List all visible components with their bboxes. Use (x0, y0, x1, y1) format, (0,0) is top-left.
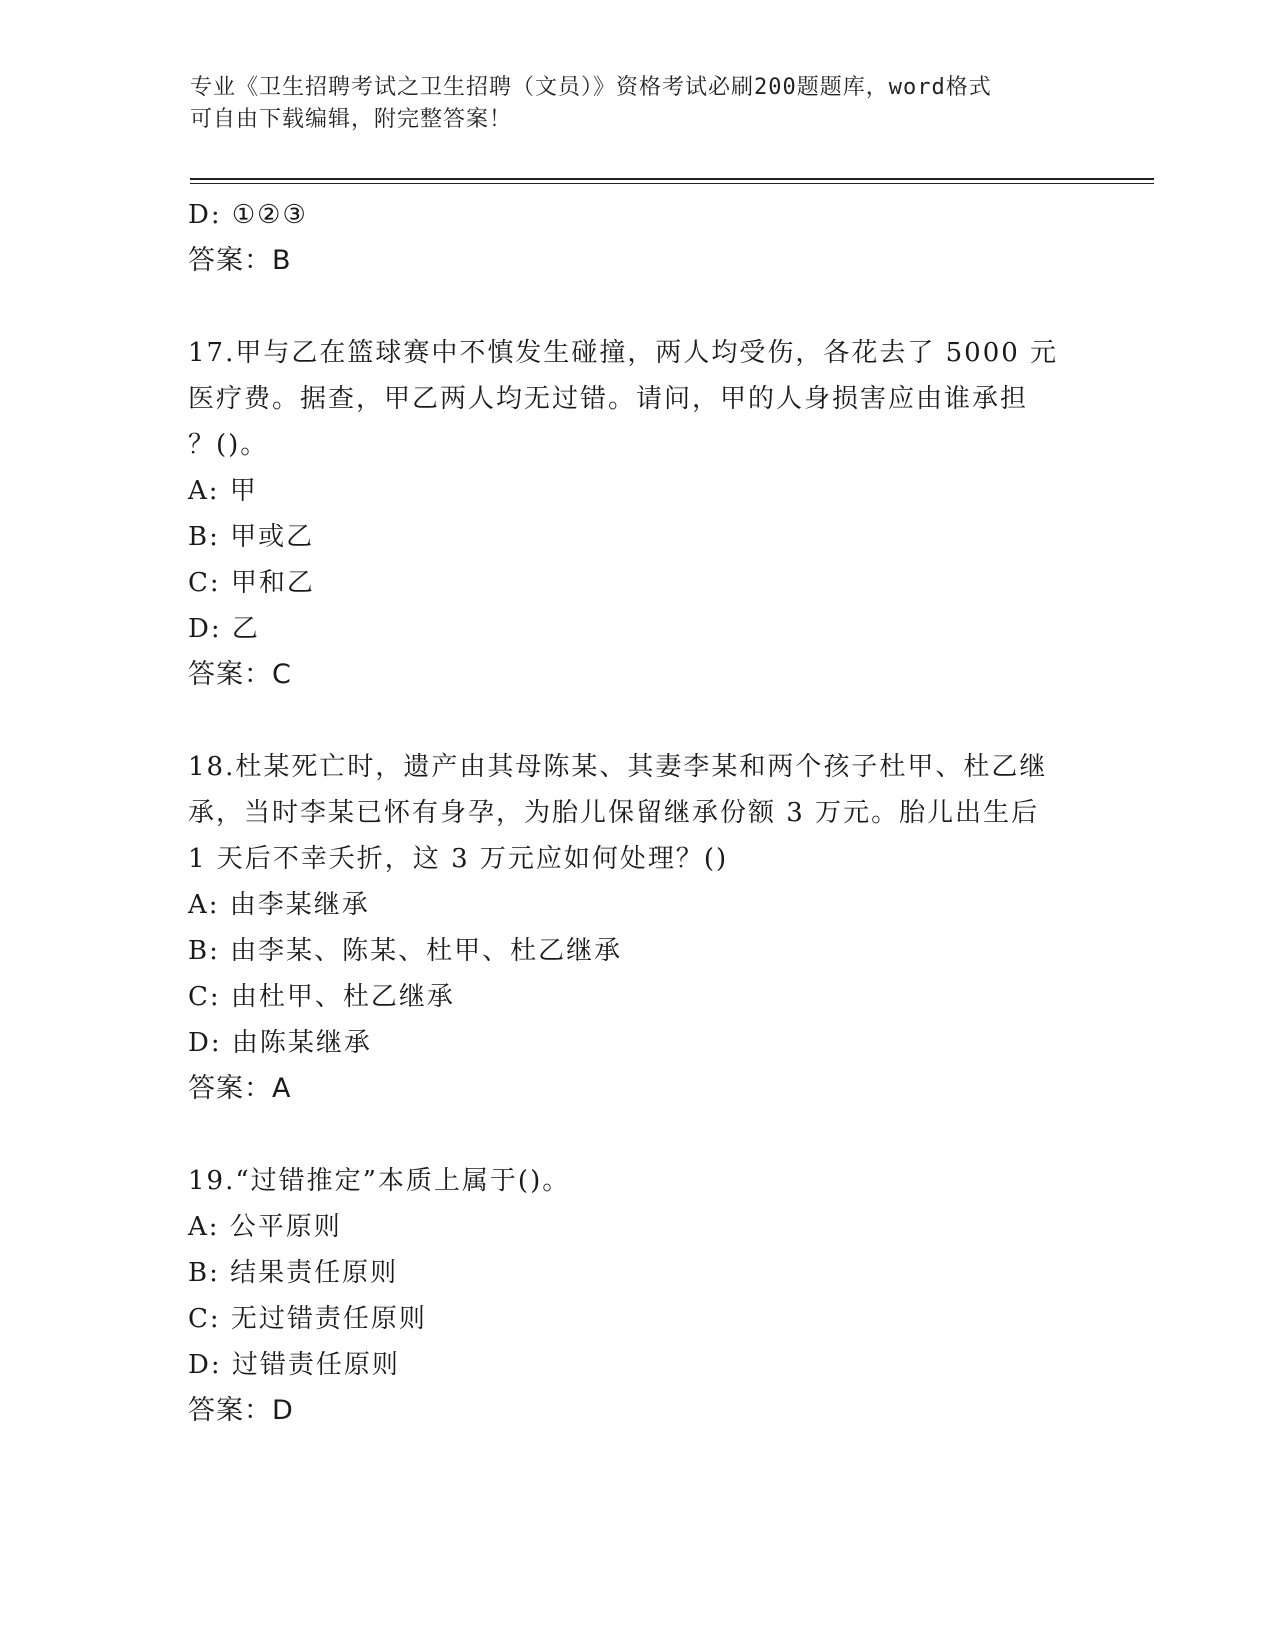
question-18-option-d: D: 由陈某继承 (188, 1028, 372, 1058)
question-19-option-b: B: 结果责任原则 (188, 1258, 399, 1288)
header-divider-thick (190, 178, 1154, 180)
question-17-option-d: D: 乙 (188, 614, 260, 644)
question-17-answer: 答案：C (188, 659, 292, 690)
question-18-stem-line-2: 承，当时李某已怀有身孕，为胎儿保留继承份额 3 万元。胎儿出生后 (188, 798, 1040, 828)
question-19-option-c: C: 无过错责任原则 (188, 1304, 427, 1334)
prev-answer: 答案：B (188, 245, 292, 276)
question-19-option-d: D: 过错责任原则 (188, 1350, 400, 1380)
prev-option-d: D: ①②③ (188, 200, 308, 230)
question-18-option-a: A: 由李某继承 (188, 890, 370, 920)
question-spacer (188, 284, 1088, 330)
question-17-option-c: C: 甲和乙 (188, 568, 315, 598)
question-18-answer: 答案：A (188, 1073, 292, 1104)
question-17-stem-line-2: 医疗费。据查，甲乙两人均无过错。请问，甲的人身损害应由谁承担 (188, 384, 1029, 414)
header-line-1: 专业《卫生招聘考试之卫生招聘（文员）》资格考试必刷200题题库，word格式 (190, 75, 992, 100)
header-divider-thin (190, 183, 1154, 184)
question-19-stem-line-1: 19.“过错推定”本质上属于()。 (188, 1166, 571, 1196)
question-18-stem-line-1: 18.杜某死亡时，遗产由其母陈某、其妻李某和两个孩子杜甲、杜乙继 (188, 752, 1048, 782)
question-19-answer: 答案：D (188, 1395, 294, 1426)
document-header (190, 72, 1090, 136)
question-18-option-b: B: 由李某、陈某、杜甲、杜乙继承 (188, 936, 623, 966)
question-list (188, 192, 1088, 1434)
question-17-stem-line-3: ？()。 (188, 430, 269, 460)
question-19-option-a: A: 公平原则 (188, 1212, 342, 1242)
question-spacer (188, 698, 1088, 744)
question-18-option-c: C: 由杜甲、杜乙继承 (188, 982, 455, 1012)
question-17-option-a: A: 甲 (188, 476, 258, 506)
question-17 (188, 330, 1088, 698)
question-17-stem-line-1: 17.甲与乙在篮球赛中不慎发生碰撞，两人均受伤，各花去了 5000 元 (188, 338, 1059, 368)
header-line-2: 可自由下载编辑，附完整答案！ (190, 107, 513, 132)
question-18 (188, 744, 1088, 1112)
question-17-option-b: B: 甲或乙 (188, 522, 315, 552)
question-18-stem-line-3: 1 天后不幸夭折，这 3 万元应如何处理？() (188, 844, 729, 874)
question-19 (188, 1158, 1088, 1434)
question-spacer (188, 1112, 1088, 1158)
